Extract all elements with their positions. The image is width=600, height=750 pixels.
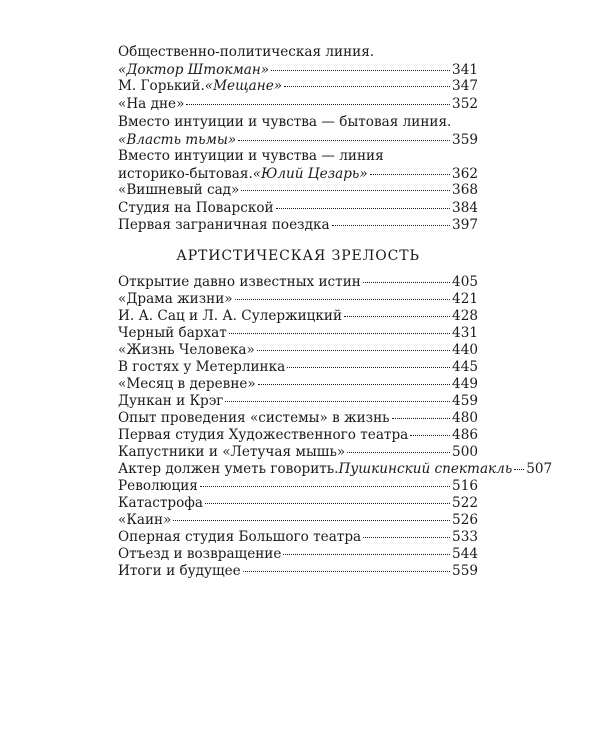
toc-entry-italic-title: Пушкинский спектакль: [338, 461, 513, 477]
toc-line: [118, 132, 478, 150]
toc-line: [118, 529, 478, 547]
toc-page-number: 522: [452, 495, 478, 511]
toc-entry-title: Черный бархат: [118, 325, 227, 341]
toc-entry: [118, 78, 478, 96]
toc-entry-title: Революция: [118, 478, 198, 494]
toc-line: [118, 291, 478, 309]
toc-entry-title: «На дне»: [118, 96, 185, 112]
toc-entry: [118, 114, 478, 149]
toc-entry: [118, 200, 478, 218]
toc-line: [118, 461, 553, 479]
toc-entry-title: Первая заграничная поездка: [118, 217, 330, 233]
toc-line: [118, 44, 478, 62]
toc-page-number: 507: [526, 461, 553, 477]
toc-page-number: 449: [452, 376, 478, 392]
toc-entry-title: Опыт проведения «системы» в жизнь: [118, 410, 390, 426]
toc-entry-title: Отъезд и возвращение: [118, 546, 282, 562]
toc-entry: [118, 410, 478, 428]
toc-line: [118, 427, 478, 445]
toc-line: [118, 78, 478, 96]
toc-page-number: 486: [452, 427, 478, 443]
toc-entry-title: Итоги и будущее: [118, 563, 241, 579]
dot-leader: [363, 282, 450, 283]
dot-leader: [235, 299, 450, 300]
toc-page-number: 421: [452, 291, 478, 307]
toc-entry: [118, 495, 478, 513]
toc-entry: [118, 512, 478, 530]
toc-entry-title: Студия на Поварской: [118, 200, 274, 216]
toc-entry-title: историко-бытовая.: [118, 165, 253, 182]
toc-entry-title: «Вишневый сад»: [118, 182, 240, 198]
toc-page-number: 347: [452, 78, 478, 94]
toc-line: [118, 114, 478, 132]
toc-entry-title: Оперная студия Большого театра: [118, 529, 362, 545]
dot-leader: [287, 367, 450, 368]
toc-entry-title: Общественно-политическая линия.: [118, 44, 375, 60]
dot-leader: [332, 225, 451, 226]
toc-line: [118, 182, 478, 200]
toc-line: [118, 342, 478, 360]
toc-page-number: 500: [452, 444, 478, 460]
toc-entry: [118, 478, 478, 496]
toc-page-number: 526: [452, 512, 478, 528]
dot-leader: [173, 520, 450, 521]
toc-entry-title: «Каин»: [118, 512, 172, 528]
toc-page-number: 428: [452, 308, 478, 324]
toc-entry-title: М. Горький.: [118, 78, 205, 94]
toc-line: [118, 393, 478, 411]
dot-leader: [271, 70, 450, 71]
dot-leader: [514, 469, 524, 470]
toc-entry: [118, 393, 478, 411]
toc-entry: [118, 444, 478, 462]
dot-leader: [229, 333, 450, 334]
toc-page-number: 405: [452, 274, 478, 290]
toc-line: [118, 166, 478, 184]
toc-line: [118, 274, 478, 292]
toc-entry: [118, 563, 478, 581]
toc-line: [118, 200, 478, 218]
dot-leader: [200, 486, 450, 487]
toc-entry-title: Открытие давно известных истин: [118, 274, 361, 290]
toc-entry: [118, 342, 478, 360]
dot-leader: [243, 571, 450, 572]
toc-entry: [118, 217, 478, 235]
toc-line: [118, 62, 478, 80]
toc-line: [118, 563, 478, 581]
toc-entry-title: Актер должен уметь говорить.: [118, 461, 339, 477]
toc-line: [118, 359, 478, 377]
toc-page-number: 559: [452, 563, 478, 579]
toc-entry-title: «Месяц в деревне»: [118, 376, 256, 392]
toc-page-number: 341: [452, 61, 478, 78]
toc-entry-italic-title: «Доктор Штокман»: [118, 61, 270, 78]
dot-leader: [344, 316, 450, 317]
toc-entry-title: Капустники и «Летучая мышь»: [118, 444, 346, 460]
dot-leader: [410, 435, 450, 436]
dot-leader: [225, 401, 450, 402]
toc-entry: [118, 427, 478, 445]
dot-leader: [276, 208, 450, 209]
toc-entry: [118, 359, 478, 377]
dot-leader: [283, 554, 450, 555]
toc-entry-title: Дункан и Крэг: [118, 393, 224, 409]
toc-line: [118, 148, 478, 166]
toc-page-number: 533: [452, 529, 478, 545]
toc-entry-title: Первая студия Художественного театра: [118, 427, 409, 443]
toc-entry: [118, 96, 478, 114]
toc-entry: [118, 182, 478, 200]
toc-page-number: 544: [452, 546, 478, 562]
dot-leader: [238, 140, 450, 141]
toc-entry-title: «Драма жизни»: [118, 291, 233, 307]
toc-entry: [118, 376, 478, 394]
toc-line: [118, 444, 478, 462]
toc-entry: [118, 546, 478, 564]
dot-leader: [186, 104, 450, 105]
toc-entry: [118, 325, 478, 343]
toc-line: [118, 495, 478, 513]
toc-entry: [118, 461, 553, 479]
dot-leader: [241, 190, 450, 191]
toc-page-number: 397: [452, 217, 478, 233]
toc-line: [118, 217, 478, 235]
toc-entry: [118, 308, 478, 326]
toc-entry-italic-title: «Мещане»: [204, 78, 283, 94]
toc-entry: [118, 44, 478, 79]
toc-entry: [118, 148, 478, 183]
toc-entry-title: «Жизнь Человека»: [118, 342, 255, 358]
toc-page-number: 445: [452, 359, 478, 375]
dot-leader: [347, 452, 450, 453]
dot-leader: [392, 418, 450, 419]
toc-page-number: 352: [452, 96, 478, 112]
toc-line: [118, 308, 478, 326]
toc-line: [118, 325, 478, 343]
toc-line: [118, 546, 478, 564]
dot-leader: [205, 503, 450, 504]
toc-entry-title: В гостях у Метерлинка: [118, 359, 286, 375]
toc-entry-italic-title: «Власть тьмы»: [118, 131, 237, 148]
toc-entry-italic-title: «Юлий Цезарь»: [252, 165, 368, 182]
toc-page-number: 384: [452, 200, 478, 216]
toc-line: [118, 96, 478, 114]
toc-line: [118, 410, 478, 428]
dot-leader: [257, 350, 450, 351]
toc-line: [118, 478, 478, 496]
dot-leader: [258, 384, 450, 385]
toc-entry: [118, 529, 478, 547]
toc-line: [118, 512, 478, 530]
toc-page-number: 431: [452, 325, 478, 341]
dot-leader: [370, 174, 450, 175]
toc-entry-title: Вместо интуиции и чувства — линия: [118, 148, 384, 164]
toc-page-number: 440: [452, 342, 478, 358]
toc-page-number: 459: [452, 393, 478, 409]
toc-page-number: 359: [452, 131, 478, 148]
toc-entry: [118, 291, 478, 309]
toc-line: [118, 376, 478, 394]
toc-entry-title: И. А. Сац и Л. А. Сулержицкий: [118, 308, 343, 324]
toc-entry-title: Вместо интуиции и чувства — бытовая линия.: [118, 114, 452, 130]
toc-entry: [118, 274, 478, 292]
dot-leader: [363, 537, 450, 538]
toc-entry-title: Катастрофа: [118, 495, 204, 511]
toc-page-number: 516: [452, 478, 478, 494]
toc-page-number: 362: [452, 165, 478, 182]
dot-leader: [284, 86, 450, 87]
toc-page-number: 480: [452, 410, 478, 426]
toc-page-number: 368: [452, 182, 478, 198]
section-title: АРТИСТИЧЕСКАЯ ЗРЕЛОСТЬ: [176, 248, 420, 264]
